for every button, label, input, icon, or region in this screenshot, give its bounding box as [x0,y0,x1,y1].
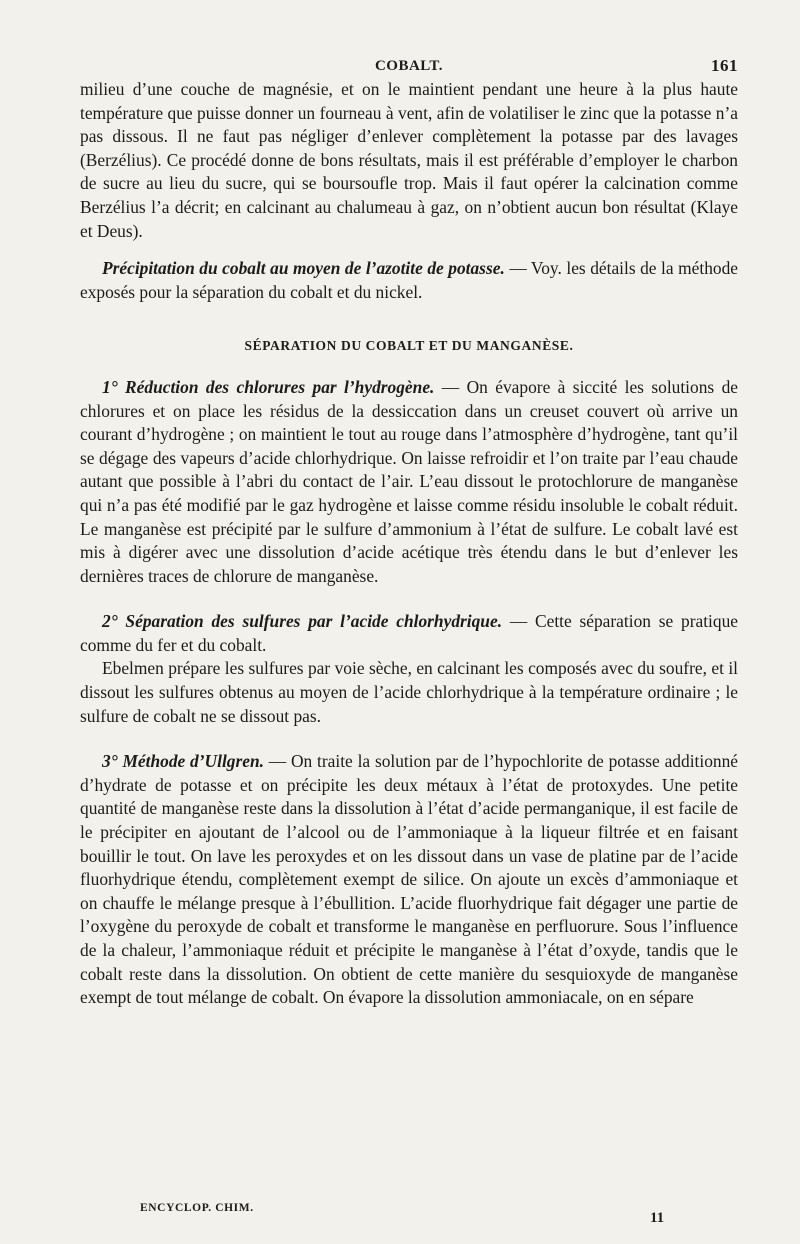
paragraph-reduction-text: — On évapore à siccité les solutions de chlorures et on place les résidus de la dessiccation dans un creuset couvert où arrive un courant d’hydrogène ; on maintient le tout au rouge dans l’atmosphère d’hydrogène, tant qu’il se dégage des vapeurs d’acide chlorhydrique. On laisse refroidir et l’on traite par l’eau chaude autant que possible à l’abri du contact de l’air. L’eau dissout le protochlorure de manganèse qui n’a pas été modifié par le gaz hydrogène et laisse comme résidu insoluble le cobalt réduit. Le manganèse est précipité par le sulfure d’ammonium à l’état de sulfure. Le cobalt lavé est mis à digérer avec une dissolution d’acide acétique très étendu dans le but d’enlever les dernières traces de chlorure de manganèse. [80,376,738,586]
paragraph-azotite [80,257,738,304]
paragraph-reduction-heading: 1° Réduction des chlorures par l’hydrogène. [102,376,435,397]
page-body [80,78,738,1010]
paragraph-azotite-text: — Voy. les détails de la méthode exposés pour la séparation du cobalt et du nickel. [80,258,739,302]
running-title: COBALT. [374,58,444,74]
paragraph-ebelmen: Ebelmen prépare les sulfures par voie sèche, en calcinant les composés avec du soufre, et il dissout les sulfures obtenus au moyen de l’acide chlorhydrique à la température ordinaire ; le sulfure de cobalt ne se dissout pas. [80,658,738,726]
paragraph-continuation: milieu d’une couche de magnésie, et on le maintient pendant une heure à la plus haute température que puisse donner un fourneau à vent, afin de volatiliser le zinc que la potasse n’a pas dissous. Il ne faut pas négliger d’enlever complètement la potasse par des lavages (Berzélius). Ce procédé donne de bons résultats, mais il est préférable d’employer le charbon de sucre au lieu du sucre, qui se boursoufle trop. Mais il faut opérer la calcination comme Berzélius l’a décrit; en calcinant au chalumeau à gaz, on n’obtient aucun bon résultat (Klaye et Deus). [80,79,738,241]
page-number: 161 [711,56,738,75]
paragraph-ullgren-heading: 3° Méthode d’Ullgren. [102,751,264,772]
paragraph-sulfures-text: — Cette séparation se pratique comme du fer et du cobalt. [80,611,738,655]
paragraph-sulfures-heading: 2° Séparation des sulfures par l’acide chlorhydrique. [102,611,503,632]
paragraph-azotite-heading: Précipitation du cobalt au moyen de l’azotite de potasse. [102,258,505,279]
paragraph-reduction [80,376,738,588]
sheet-number: 11 [650,1210,665,1226]
page-footer [140,1196,738,1236]
footer-signature: ENCYCLOP. CHIM. [140,1202,254,1214]
paragraph-ullgren [80,750,738,1010]
running-header [80,50,738,78]
paragraph-ullgren-text: — On traite la solution par de l’hypochlorite de potasse additionné d’hydrate de potasse et on précipite les deux métaux à l’état de protoxydes. Une petite quantité de manganèse reste dans la dissolution à l’état d’acide permanganique, il est facile de le précipiter en ajoutant de l’alcool ou de l’ammoniaque à la liqueur filtrée et en faisant bouillir le tout. On lave les peroxydes et on les dissout dans un vase de platine par de l’acide fluorhydrique étendu, complètement exempt de silice. On ajoute un excès d’ammoniaque et on chauffe le mélange presque à l’ébullition. L’acide fluorhydrique fait dégager une partie de l’oxygène du peroxyde de cobalt et transforme le manganèse en perfluorure. Sous l’influence de la chaleur, l’ammoniaque réduit et précipite le manganèse à l’état d’oxyde, tandis que le cobalt reste dans la dissolution. On obtient de cette manière du sesquioxyde de manganèse exempt de tout mélange de cobalt. On évapore la dissolution ammoniacale, on en sépare [80,751,738,1008]
section-heading: SÉPARATION DU COBALT ET DU MANGANÈSE. [244,338,574,354]
paragraph-sulfures [80,610,738,657]
